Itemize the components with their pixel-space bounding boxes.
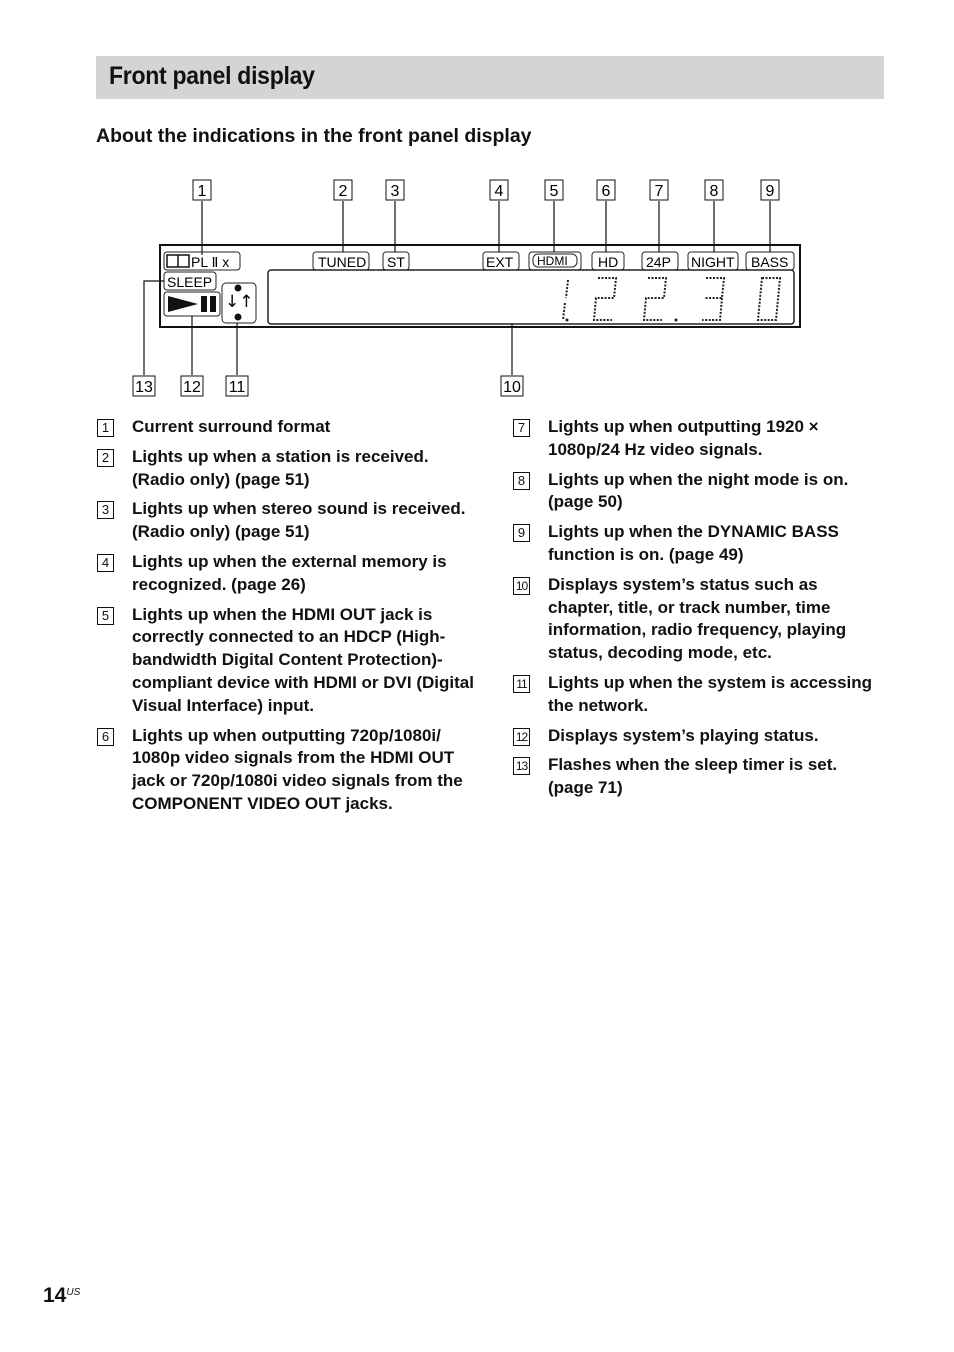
front-panel-diagram bbox=[0, 0, 954, 420]
item-number: 2 bbox=[97, 449, 114, 467]
dolby-label: PL Ⅱ x bbox=[191, 254, 230, 270]
description-column-left bbox=[96, 416, 476, 823]
item-number: 8 bbox=[513, 472, 530, 490]
callout-8: 8 bbox=[709, 183, 719, 200]
callout-3: 3 bbox=[390, 183, 400, 200]
callout-12: 12 bbox=[183, 379, 201, 396]
page-number-value: 14 bbox=[43, 1284, 67, 1307]
callout-1: 1 bbox=[197, 183, 207, 200]
bass-indicator: BASS bbox=[751, 254, 789, 270]
night-indicator: NIGHT bbox=[691, 254, 735, 270]
description-column-right bbox=[512, 416, 882, 807]
callout-6: 6 bbox=[601, 183, 611, 200]
callout-9: 9 bbox=[765, 183, 775, 200]
item-number: 10 bbox=[513, 577, 530, 595]
list-item bbox=[512, 725, 882, 748]
list-item bbox=[96, 446, 476, 492]
section-subtitle: About the indications in the front panel display bbox=[96, 125, 532, 147]
hd-indicator: HD bbox=[598, 254, 619, 270]
list-item bbox=[512, 521, 882, 567]
tuned-indicator: TUNED bbox=[318, 254, 367, 270]
page-number bbox=[43, 1284, 80, 1308]
item-text: Flashes when the sleep timer is set. (page 71) bbox=[548, 755, 838, 798]
item-number: 6 bbox=[97, 728, 114, 746]
main-display-area bbox=[268, 270, 794, 324]
item-number: 4 bbox=[97, 554, 114, 572]
callout-5: 5 bbox=[549, 183, 559, 200]
list-item bbox=[96, 551, 476, 597]
sleep-indicator: SLEEP bbox=[167, 274, 213, 290]
callout-11: 11 bbox=[228, 379, 246, 396]
list-item bbox=[96, 498, 476, 544]
item-number: 12 bbox=[513, 728, 530, 746]
item-text: Lights up when the external memory is recognized. (page 26) bbox=[132, 551, 447, 594]
item-number: 1 bbox=[97, 419, 114, 437]
st-indicator: ST bbox=[387, 254, 405, 270]
item-number: 13 bbox=[513, 757, 530, 775]
callout-10: 10 bbox=[503, 379, 521, 396]
svg-text:↓↑: ↓↑ bbox=[225, 292, 254, 312]
list-item bbox=[96, 725, 476, 816]
list-item bbox=[512, 754, 882, 800]
page-title: Front panel display bbox=[109, 62, 315, 90]
list-item bbox=[96, 604, 476, 718]
hdmi-indicator: HDMI bbox=[537, 254, 568, 268]
item-number: 7 bbox=[513, 419, 530, 437]
item-text: Lights up when outputting 1920 × 1080p/24 Hz video signals. bbox=[548, 417, 819, 459]
ext-indicator: EXT bbox=[486, 254, 514, 270]
callout-2: 2 bbox=[338, 183, 348, 200]
list-item bbox=[512, 469, 882, 515]
item-number: 9 bbox=[513, 524, 530, 542]
pause-icon bbox=[201, 296, 207, 312]
item-text: Lights up when outputting 720p/1080i/ 1080p video signals from the HDMI OUT jack or 720p/1080i video signals from the COMPONENT VIDEO OUT jacks. bbox=[132, 725, 463, 813]
item-number: 11 bbox=[513, 675, 530, 693]
item-text: Displays system’s status such as chapter, title, or track number, time information, radio frequency, playing status, decoding mode, etc. bbox=[548, 574, 847, 663]
region-code: US bbox=[66, 1287, 81, 1298]
item-text: Lights up when the HDMI OUT jack is correctly connected to an HDCP (High-bandwidth Digital Content Protection)-compliant device with HDMI or DVI (Digital Visual Interface) input. bbox=[132, 604, 474, 715]
callout-7: 7 bbox=[654, 183, 664, 200]
item-text: Lights up when stereo sound is received. (Radio only) (page 51) bbox=[132, 499, 466, 542]
list-item bbox=[96, 416, 476, 439]
item-text: Lights up when the night mode is on. (page 50) bbox=[548, 469, 849, 512]
24p-indicator: 24P bbox=[646, 254, 671, 270]
callout-13: 13 bbox=[135, 379, 153, 396]
list-item bbox=[512, 672, 882, 718]
item-number: 3 bbox=[97, 501, 114, 519]
list-item bbox=[512, 416, 882, 462]
list-item bbox=[512, 574, 882, 665]
item-text: Lights up when the system is accessing the network. bbox=[548, 672, 873, 715]
callout-4: 4 bbox=[494, 183, 504, 200]
item-text: Displays system’s playing status. bbox=[548, 725, 819, 745]
item-text: Current surround format bbox=[132, 417, 331, 436]
item-text: Lights up when a station is received. (Radio only) (page 51) bbox=[132, 446, 429, 489]
item-number: 5 bbox=[97, 607, 114, 625]
item-text: Lights up when the DYNAMIC BASS function is on. (page 49) bbox=[548, 522, 839, 564]
